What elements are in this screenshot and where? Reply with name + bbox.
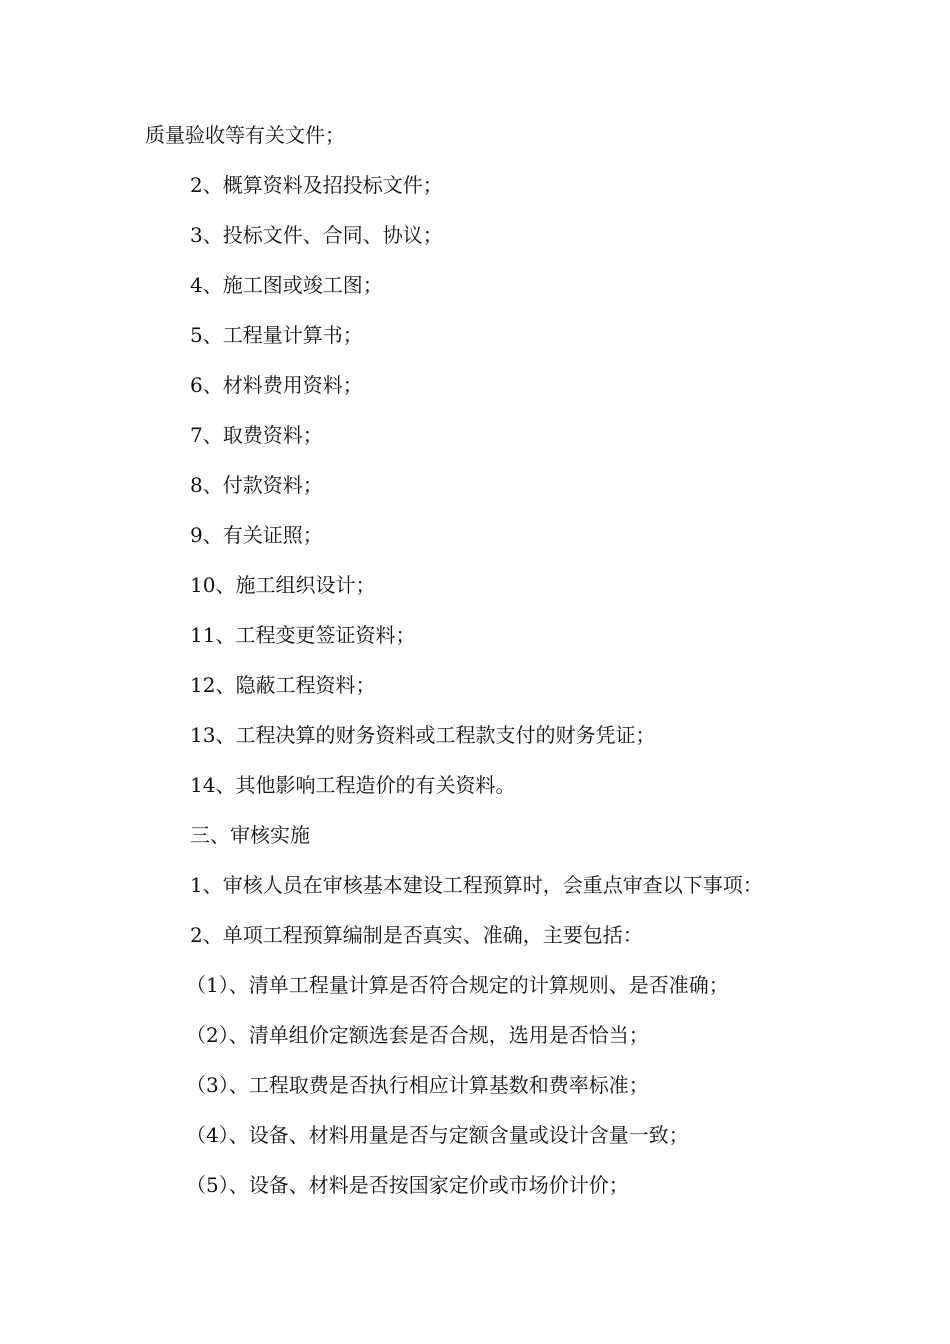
list-item-10: 10、施工组织设计； xyxy=(190,573,376,597)
sub-item-2: （2）、清单组价定额选套是否合规，选用是否恰当； xyxy=(186,1023,649,1047)
audit-item-1: 1、审核人员在审核基本建设工程预算时，会重点审查以下事项： xyxy=(190,873,763,897)
list-item-2: 2、概算资料及招投标文件； xyxy=(190,173,443,197)
list-item-8: 8、付款资料； xyxy=(190,473,323,497)
list-item-13: 13、工程决算的财务资料或工程款支付的财务凭证； xyxy=(190,723,656,747)
list-item-14: 14、其他影响工程造价的有关资料。 xyxy=(190,773,516,797)
list-item-9: 9、有关证照； xyxy=(190,523,323,547)
sub-item-1: （1）、清单工程量计算是否符合规定的计算规则、是否准确； xyxy=(186,973,729,997)
text-line-continuation: 质量验收等有关文件； xyxy=(145,123,345,147)
sub-item-3: （3）、工程取费是否执行相应计算基数和费率标准； xyxy=(186,1073,649,1097)
audit-item-2: 2、单项工程预算编制是否真实、准确，主要包括： xyxy=(190,923,643,947)
section-heading: 三、审核实施 xyxy=(190,823,310,847)
list-item-7: 7、取费资料； xyxy=(190,423,323,447)
sub-item-5: （5）、设备、材料是否按国家定价或市场价计价； xyxy=(186,1173,629,1197)
list-item-12: 12、隐蔽工程资料； xyxy=(190,673,376,697)
list-item-6: 6、材料费用资料； xyxy=(190,373,363,397)
list-item-5: 5、工程量计算书； xyxy=(190,323,363,347)
list-item-3: 3、投标文件、合同、协议； xyxy=(190,223,443,247)
list-item-11: 11、工程变更签证资料； xyxy=(190,623,416,647)
list-item-4: 4、施工图或竣工图； xyxy=(190,273,383,297)
sub-item-4: （4）、设备、材料用量是否与定额含量或设计含量一致； xyxy=(186,1123,689,1147)
